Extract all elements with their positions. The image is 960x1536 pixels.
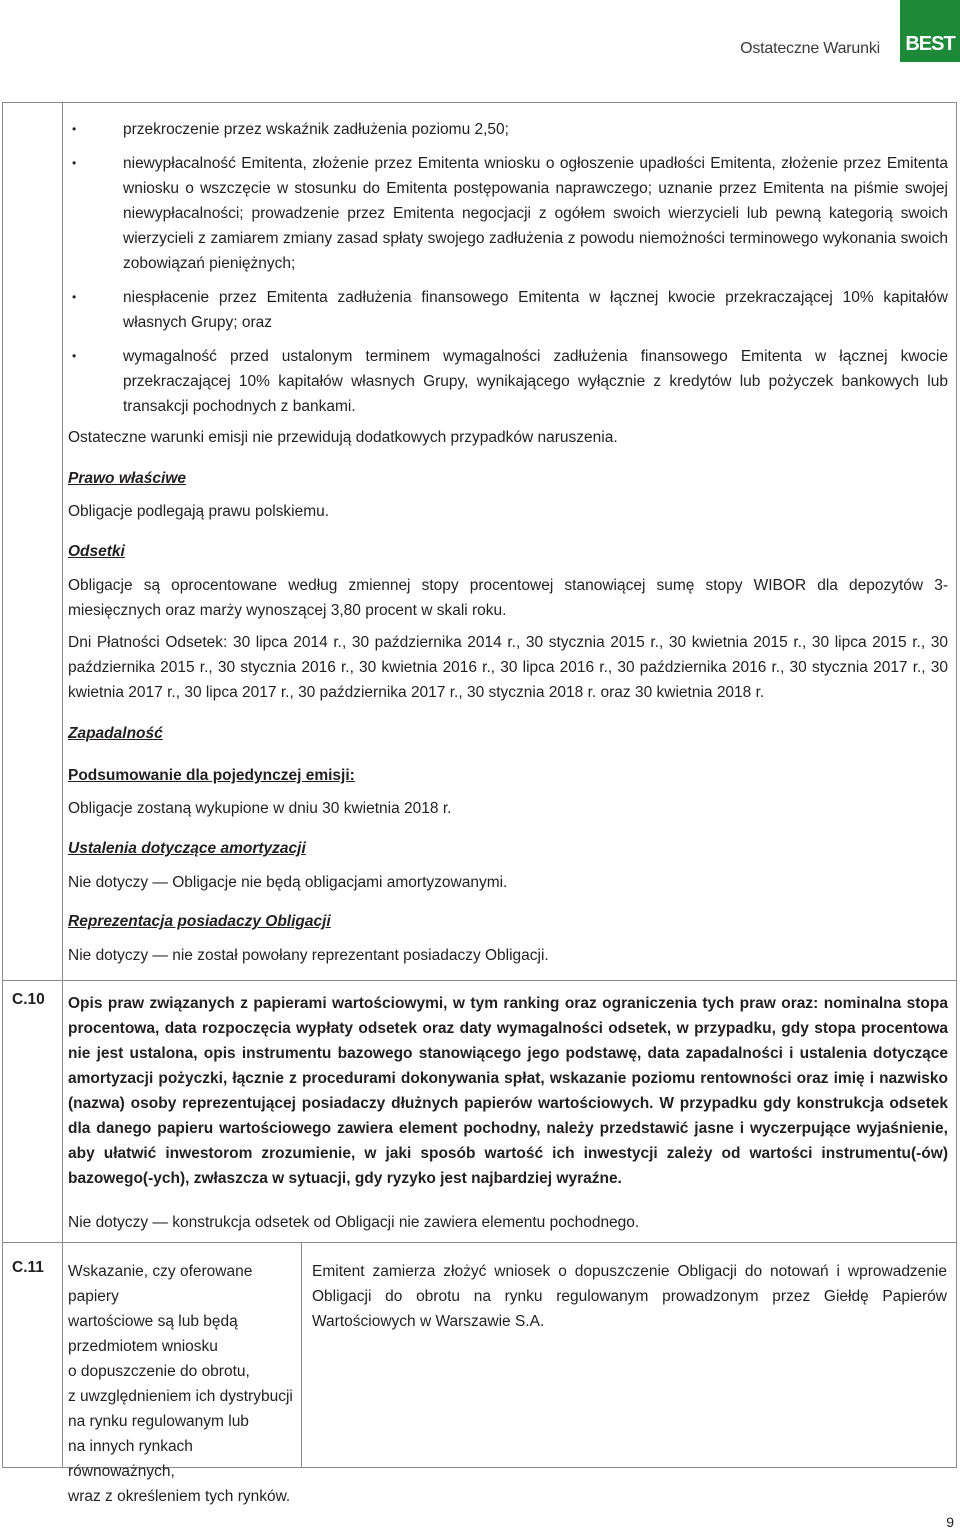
c11-description bbox=[68, 1259, 298, 1509]
c11-line: Wskazanie, czy oferowane papiery bbox=[68, 1263, 253, 1305]
page-header-title: Ostateczne Warunki bbox=[740, 40, 880, 57]
maturity-subheading: Podsumowanie dla pojedynczej emisji: bbox=[68, 767, 355, 784]
c11-label: C.11 bbox=[12, 1259, 44, 1276]
maturity-text: Obligacje zostaną wykupione w dniu 30 kwietnia 2018 r. bbox=[68, 800, 452, 817]
row-divider bbox=[3, 1242, 956, 1243]
c10-title: Opis praw związanych z papierami wartościowymi, w tym ranking oraz ograniczenia tych praw oraz: nominalna stopa procentowa, data rozpoczęcia wypłaty odsetek oraz daty wymagalności odsetek, w przypadku, gdy stopa procentowa nie jest ustalona, opis instrumentu bazowego stanowiącego jego podstawę, data zapadalności i ustalenia dotyczące amortyzacji pożyczki, łącznie z procedurami dokonywania spłat, wskazanie poziomu rentowności oraz imię i nazwisko (nazwa) osoby reprezentującej posiadaczy dłużnych papierów wartościowych. W przypadku gdy konstrukcja odsetek dla danego papieru wartościowego zawiera element pochodny, należy przedstawić jasne i wyczerpujące wyjaśnienie, aby ułatwić inwestorom zrozumienie, w jaki sposób wartość ich inwestycji zależy od wartości instrumentu(-ów) bazowego(-ych), zwłaszcza w sytuacji, gdy ryzyko jest najbardziej wyraźne. bbox=[68, 995, 948, 1187]
c11-answer: Emitent zamierza złożyć wniosek o dopuszczenie Obligacji do notowań i wprowadzenie Obligacji do obrotu na rynku regulowanym prowadzonym przez Giełdę Papierów Wartościowych w Warszawie S.A. bbox=[312, 1263, 947, 1330]
default-events-list bbox=[68, 117, 948, 419]
c11-line: wartościowe są lub będą bbox=[68, 1313, 238, 1330]
c11-line: przedmiotem wniosku bbox=[68, 1338, 218, 1355]
no-other-defaults-text: Ostateczne warunki emisji nie przewidują dodatkowych przypadków naruszenia. bbox=[68, 429, 618, 446]
c11-line: wraz z określeniem tych rynków. bbox=[68, 1488, 291, 1505]
law-heading: Prawo właściwe bbox=[68, 470, 187, 487]
page-number: 9 bbox=[946, 1514, 954, 1530]
law-text: Obligacje podlegają prawu polskiemu. bbox=[68, 503, 330, 520]
row-divider bbox=[3, 980, 956, 981]
c11-line: na innych rynkach równoważnych, bbox=[68, 1438, 193, 1480]
c11-line: z uwzględnieniem ich dystrybucji bbox=[68, 1388, 293, 1405]
interest-heading: Odsetki bbox=[68, 543, 125, 560]
best-logo: BEST bbox=[900, 0, 960, 62]
representation-heading: Reprezentacja posiadaczy Obligacji bbox=[68, 913, 331, 930]
section-defaults bbox=[68, 117, 948, 428]
maturity-heading: Zapadalność bbox=[68, 725, 163, 742]
amortization-heading: Ustalenia dotyczące amortyzacji bbox=[68, 840, 306, 857]
c11-line: o dopuszczenie do obrotu, bbox=[68, 1363, 250, 1380]
column-divider bbox=[301, 1242, 302, 1467]
interest-dates: Dni Płatności Odsetek: 30 lipca 2014 r., 30 października 2014 r., 30 stycznia 2015 r., 30 kwietnia 2015 r., 30 lipca 2015 r., 30 października 2015 r., 30 stycznia 2016 r., 30 kwietnia 2016 r., 30 lipca 2016 r., 30 października 2016 r., 30 stycznia 2017 r., 30 kwietnia 2017 r., 30 lipca 2017 r., 30 października 2017 r., 30 stycznia 2018 r. oraz 30 kwietnia 2018 r. bbox=[68, 634, 948, 701]
c10-label: C.10 bbox=[12, 991, 45, 1008]
amortization-text: Nie dotyczy — Obligacje nie będą obligacjami amortyzowanymi. bbox=[68, 874, 508, 891]
list-item: • przekroczenie przez wskaźnik zadłużenia poziomu 2,50; bbox=[68, 117, 948, 142]
interest-text: Obligacje są oprocentowane według zmiennej stopy procentowej stanowiącej sumę stopy WIBOR dla depozytów 3-miesięcznych oraz marży wynoszącej 3,80 procent w skali roku. bbox=[68, 577, 948, 619]
representation-text: Nie dotyczy — nie został powołany reprezentant posiadaczy Obligacji. bbox=[68, 947, 549, 964]
list-item: • niespłacenie przez Emitenta zadłużenia finansowego Emitenta w łącznej kwocie przekraczającej 10% kapitałów własnych Grupy; oraz bbox=[68, 285, 948, 335]
list-item: • wymagalność przed ustalonym terminem wymagalności zadłużenia finansowego Emitenta w łącznej kwocie przekraczającej 10% kapitałów własnych Grupy, wynikającego wyłącznie z kredytów lub pożyczek bankowych lub transakcji pochodnych z bankami. bbox=[68, 344, 948, 419]
c10-text: Nie dotyczy — konstrukcja odsetek od Obligacji nie zawiera elementu pochodnego. bbox=[68, 1214, 640, 1231]
c11-line: na rynku regulowanym lub bbox=[68, 1413, 249, 1430]
list-item: • niewypłacalność Emitenta, złożenie przez Emitenta wniosku o ogłoszenie upadłości Emitenta, złożenie przez Emitenta wniosku o wszczęcie w stosunku do Emitenta postępowania naprawczego; uznanie przez Emitenta na piśmie swojej niewypłacalności; prowadzenie przez Emitenta negocjacji z ogółem swoich wierzycieli lub pewną kategorią swoich wierzycieli z zamiarem zmiany zasad spłaty swojego zadłużenia z powodu niemożności terminowego wykonania swoich zobowiązań pieniężnych; bbox=[68, 151, 948, 276]
column-divider bbox=[62, 103, 63, 1467]
